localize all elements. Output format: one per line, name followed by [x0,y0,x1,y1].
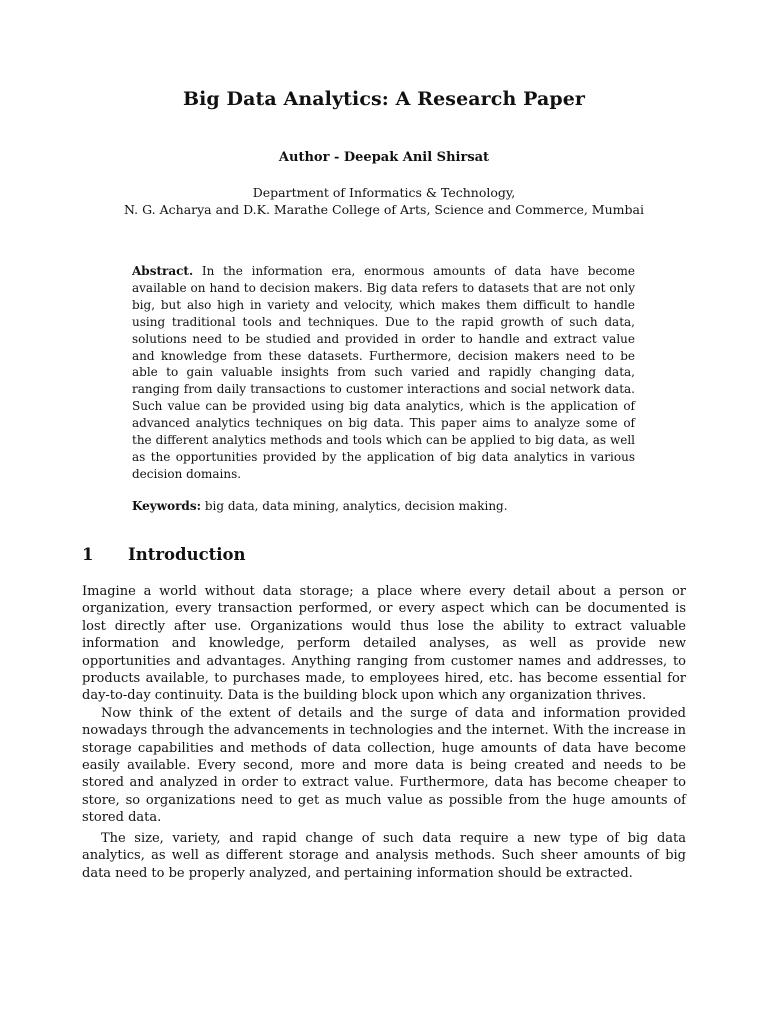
section-number: 1 [82,545,94,564]
affiliation [0,184,768,218]
keywords-text: big data, data mining, analytics, decision making. [204,499,508,513]
section-title: Introduction [128,545,246,564]
abstract [132,263,635,483]
paper-title: Big Data Analytics: A Research Paper [182,88,586,110]
affiliation-department: Department of Informatics & Technology, [252,185,516,200]
abstract-label: Abstract. [132,264,194,278]
section-heading-introduction [82,545,246,564]
keywords-label: Keywords: [132,499,202,513]
keywords [132,498,635,515]
abstract-text: In the information era, enormous amounts of data have become available on hand to decision makers. Big data refers to datasets that are not only big, but also high in variety and velocity, which makes them difficult to handle using traditional tools and techniques. Due to the rapid growth of such data, solutions need to be studied and provided in order to handle and extract value and knowledge from these datasets. Furthermore, decision makers need to be able to gain valuable insights from such varied and rapidly changing data, ranging from daily transactions to customer interactions and social network data. Such value can be provided using big data analytics, which is the application of advanced analytics techniques on big data. This paper aims to analyze some of the different analytics methods and tools which can be applied to big data, as well as the opportunities provided by the application of big data analytics in various decision domains. [132,264,635,481]
paragraph-1: Imagine a world without data storage; a place where every detail about a person or organization, every transaction performed, or every aspect which can be documented is lost directly after use. Organizations would thus lose the ability to extract valuable information and knowledge, perform detailed analyses, as well as provide new opportunities and advantages. Anything ranging from customer names and addresses, to products available, to purchases made, to employees hired, etc. has become essential for day-to-day continuity. Data is the building block upon which any organization thrives. [82,584,686,704]
author-line: Author - Deepak Anil Shirsat [278,150,490,165]
affiliation-college: N. G. Acharya and D.K. Marathe College of Arts, Science and Commerce, Mumbai [124,202,644,217]
paragraph-3: The size, variety, and rapid change of such data require a new type of big data analytics, as well as different storage and analysis methods. Such sheer amounts of big data need to be properly analyzed, and pertaining information should be extracted. [82,830,686,881]
introduction-body [82,583,686,882]
paragraph-2: Now think of the extent of details and the surge of data and information provided nowadays through the advancements in technologies and the internet. With the increase in storage capabilities and methods of data collection, huge amounts of data have become easily available. Every second, more and more data is being created and needs to be stored and analyzed in order to extract value. Furthermore, data has become cheaper to store, so organizations need to get as much value as possible from the huge amounts of stored data. [82,705,686,826]
